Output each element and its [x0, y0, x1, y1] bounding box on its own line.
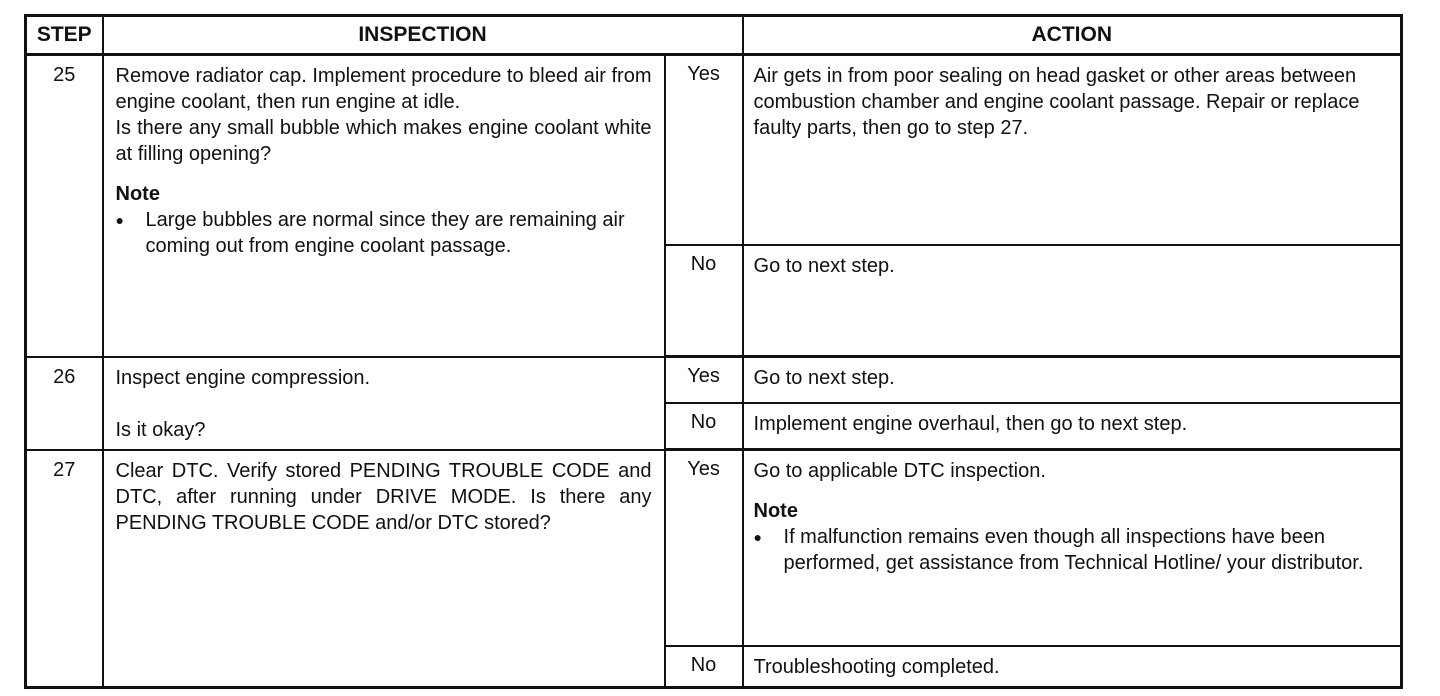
bullet-icon: ● [115, 212, 124, 228]
inspection-text: Remove radiator cap. Implement procedure to bleed air from engine coolant, then run engine at idle. [115, 65, 652, 113]
action-cell [743, 450, 1402, 646]
note-bullet-text: If malfunction remains even though all inspections have been performed, get assistance from Technical Hotline/ your distributor. [783, 526, 1364, 574]
bullet-icon: ● [753, 529, 762, 545]
no-label: No [665, 646, 743, 688]
note-bullet-item [116, 207, 652, 259]
header-row [26, 16, 1402, 55]
inspection-text: Clear DTC. Verify stored PENDING TROUBLE CODE and DTC, after running under DRIVE MODE. Is there any PENDING TROUBLE CODE and/or DTC stored? [115, 459, 652, 534]
note-label: Note [115, 183, 160, 205]
yes-action: Go to next step. [743, 357, 1402, 404]
step-25-yes-row [26, 55, 1402, 245]
inspection-cell [103, 55, 665, 357]
no-label: No [665, 403, 743, 450]
step-number: 25 [26, 55, 103, 357]
no-label: No [665, 245, 743, 357]
yes-label: Yes [665, 450, 743, 646]
note-bullet-text: Large bubbles are normal since they are remaining air coming out from engine coolant passage. [145, 209, 625, 257]
step-27-yes-row [26, 450, 1402, 646]
yes-label: Yes [665, 55, 743, 245]
header-inspection: INSPECTION [103, 16, 743, 55]
step-number: 26 [26, 357, 103, 450]
note-bullet-item [754, 524, 1389, 576]
inspection-cell [103, 450, 665, 688]
header-action: ACTION [743, 16, 1402, 55]
step-26-yes-row [26, 357, 1402, 404]
inspection-cell [103, 357, 665, 450]
header-step: STEP [26, 16, 103, 55]
diagnostic-table [24, 14, 1403, 689]
inspection-question: Is there any small bubble which makes engine coolant white at filling opening? [115, 117, 652, 165]
no-action: Go to next step. [743, 245, 1402, 357]
yes-action: Go to applicable DTC inspection. [753, 460, 1046, 482]
inspection-text: Inspect engine compression. [115, 366, 371, 389]
no-action: Implement engine overhaul, then go to next step. [743, 403, 1402, 450]
yes-action: Air gets in from poor sealing on head gasket or other areas between combustion chamber and engine coolant passage. Repair or replace faulty parts, then go to step 27. [743, 55, 1402, 245]
note-label: Note [753, 500, 798, 522]
step-number: 27 [26, 450, 103, 688]
yes-label: Yes [665, 357, 743, 404]
no-action: Troubleshooting completed. [743, 646, 1402, 688]
inspection-question: Is it okay? [115, 418, 206, 441]
